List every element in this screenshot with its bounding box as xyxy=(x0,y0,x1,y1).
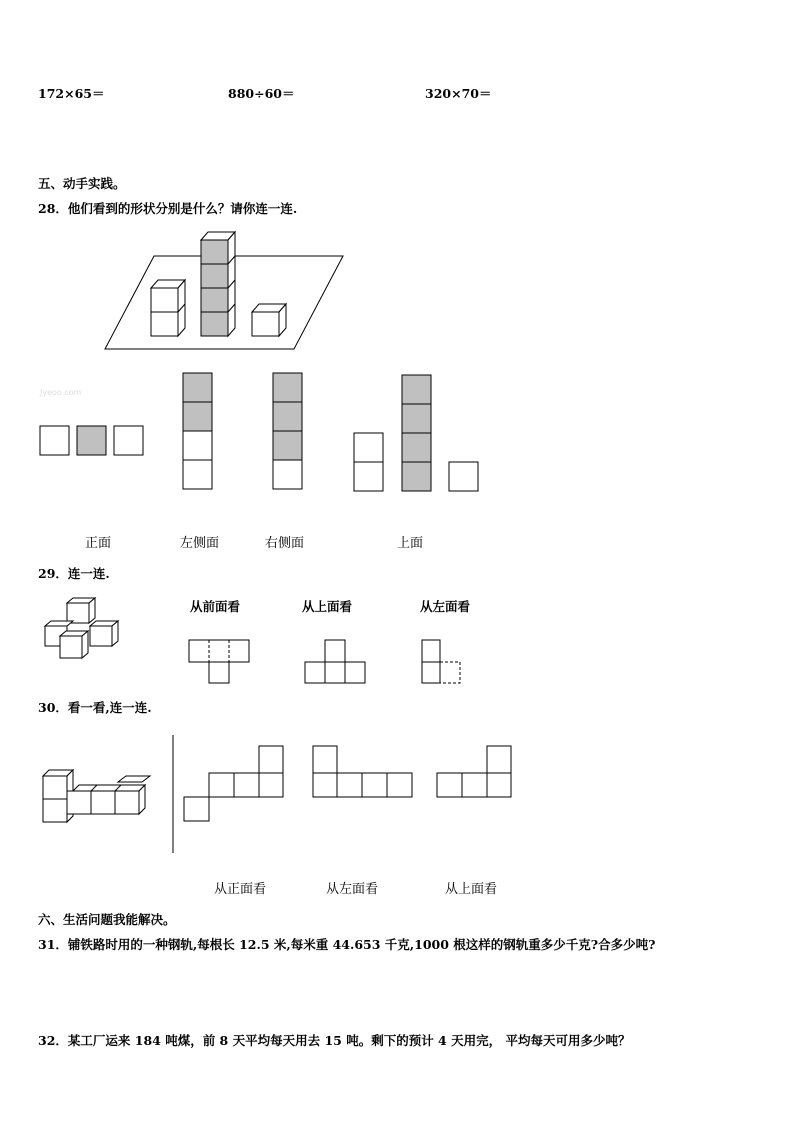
q29-cube-figure xyxy=(40,596,140,664)
cube-stack-center xyxy=(201,232,235,336)
q29-view-options xyxy=(185,636,475,688)
q30-view-2 xyxy=(313,746,412,797)
equation-3: 320×70＝ xyxy=(425,86,492,101)
q29-label-front: 从前面看 xyxy=(190,599,241,614)
q28-cube-figure xyxy=(100,225,350,355)
q29-label-top: 从上面看 xyxy=(302,599,353,614)
view-option-4 xyxy=(354,375,478,491)
q28-label-right-side: 右侧面 xyxy=(265,536,305,551)
q30-label-top: 从上面看 xyxy=(445,882,498,897)
q29-view-2 xyxy=(305,640,365,683)
question-32-text: 32．某工厂运来 184 吨煤，前 8 天平均每天用去 15 吨。剩下的预计 4 天用完， 平均每天可用多少吨？ xyxy=(38,1033,631,1048)
view-option-2 xyxy=(183,373,212,489)
q28-label-left-side: 左侧面 xyxy=(180,536,220,551)
question-30-text: 30．看一看,连一连. xyxy=(38,700,152,715)
q30-cube-figure xyxy=(43,770,150,822)
q28-label-top: 上面 xyxy=(397,536,424,551)
question-31-text: 31．铺铁路时用的一种钢轨,每根长 12.5 米,每米重 44.653 千克,1000 根这样的钢轨重多少千克?合多少吨? xyxy=(38,937,656,952)
q29-label-left: 从左面看 xyxy=(420,599,471,614)
q29-view-1 xyxy=(189,640,249,683)
section-6-heading: 六、生活问题我能解决。 xyxy=(38,912,176,927)
view-option-1 xyxy=(40,426,143,455)
cube-single-right xyxy=(252,304,286,336)
q30-figures xyxy=(40,730,520,860)
question-28-text: 28．他们看到的形状分别是什么？请你连一连. xyxy=(38,201,298,216)
watermark: Jyeoo.com xyxy=(40,388,82,397)
q30-view-1 xyxy=(184,746,283,821)
equation-1: 172×65＝ xyxy=(38,86,105,101)
q28-view-options xyxy=(38,370,488,495)
q28-label-front: 正面 xyxy=(85,536,112,551)
equation-2: 880÷60＝ xyxy=(228,86,295,101)
question-29-text: 29．连一连. xyxy=(38,566,110,581)
q30-label-left: 从左面看 xyxy=(326,882,379,897)
q30-view-3 xyxy=(437,746,511,797)
q30-label-front: 从正面看 xyxy=(214,882,267,897)
section-5-heading: 五、动手实践。 xyxy=(38,176,126,191)
view-option-3 xyxy=(273,373,302,489)
cube-stack-left xyxy=(151,280,185,336)
q29-view-3 xyxy=(422,640,460,683)
